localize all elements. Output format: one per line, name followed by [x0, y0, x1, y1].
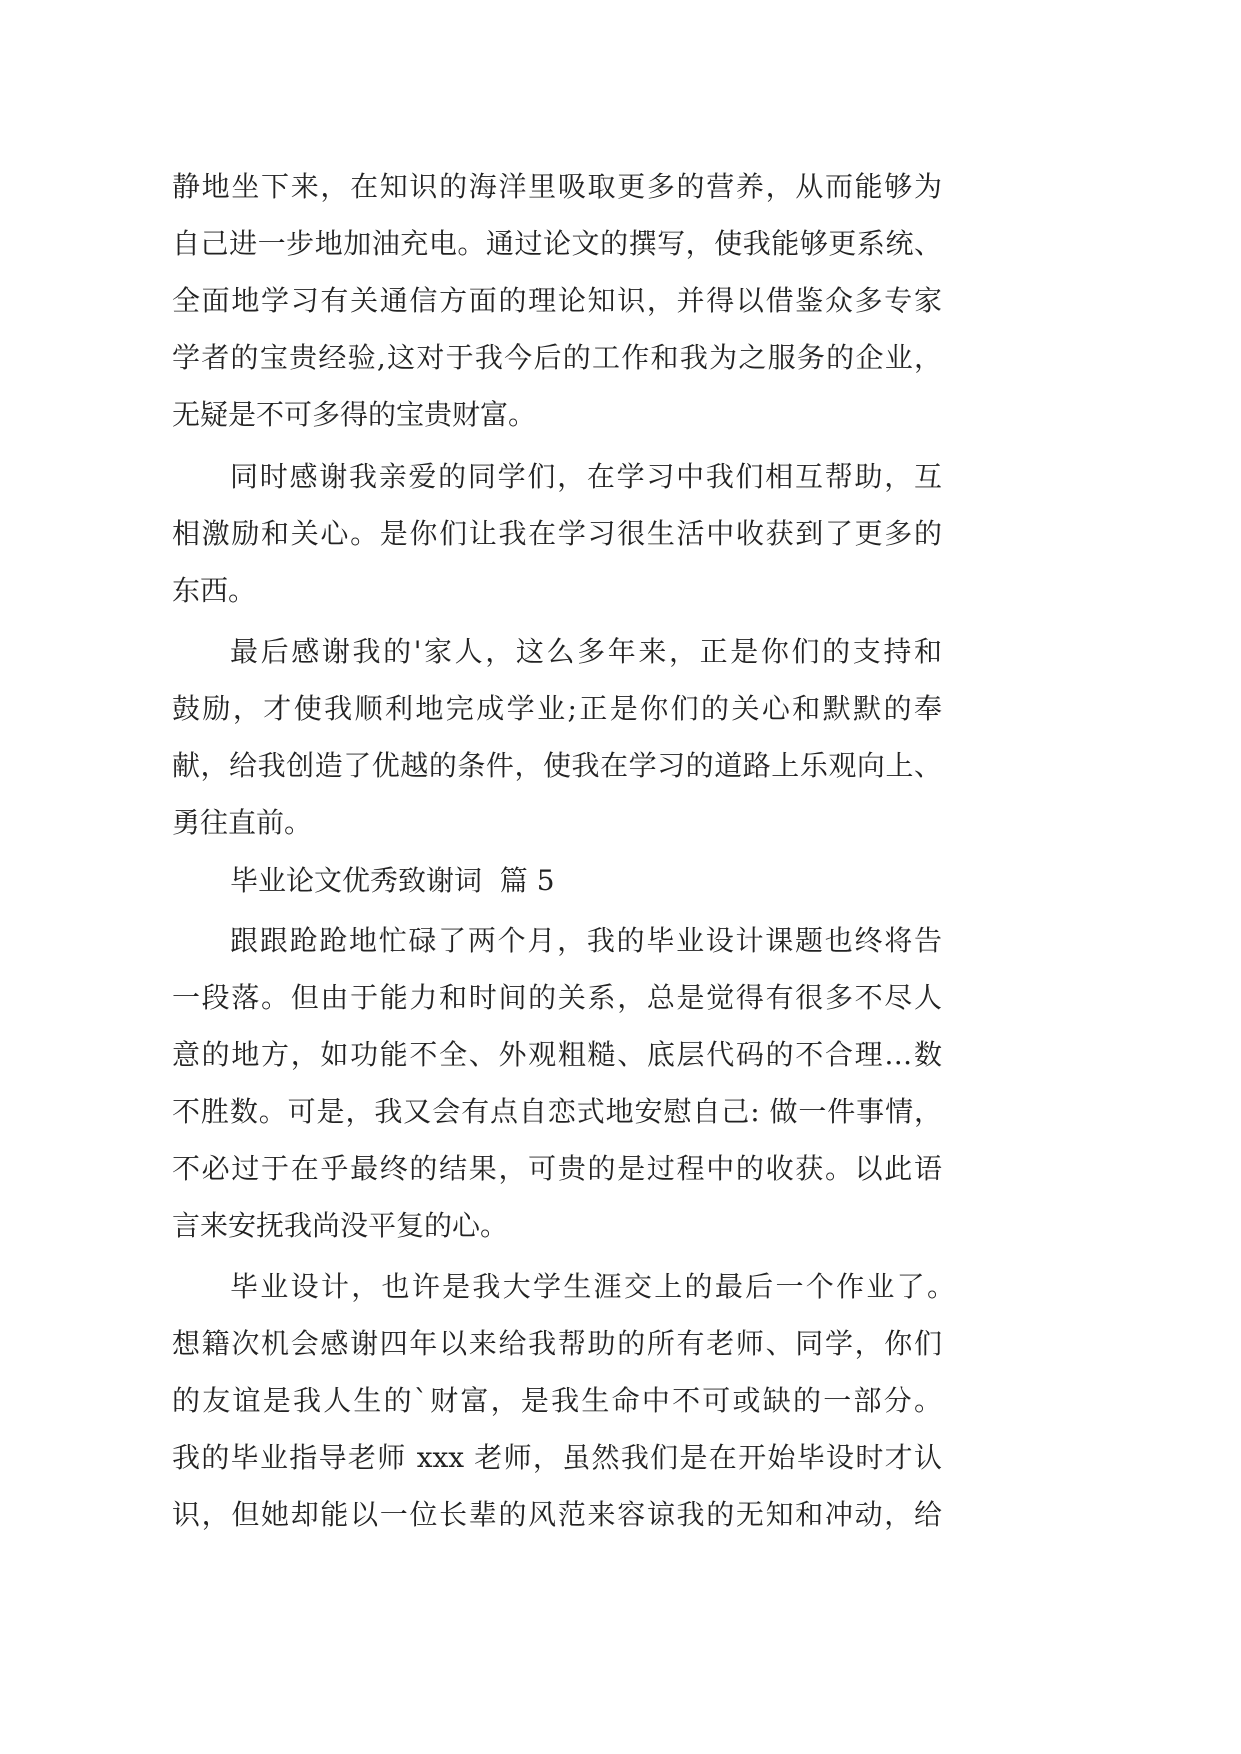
- paragraph: [172, 1258, 955, 1543]
- paragraph: [172, 448, 942, 619]
- paragraph-line: 意的地方，如功能不全、外观粗糙、底层代码的不合理…数: [172, 1038, 942, 1071]
- paragraph: [172, 623, 942, 851]
- paragraph-line: 自己进一步地加油充电。通过论文的撰写，使我能够更系统、: [172, 227, 942, 260]
- section-heading: 毕业论文优秀致谢词 篇 5: [230, 864, 555, 897]
- paragraph-line: 同时感谢我亲爱的同学们，在学习中我们相互帮助，互: [230, 460, 942, 493]
- paragraph-line: 一段落。但由于能力和时间的关系，总是觉得有很多不尽人: [172, 981, 942, 1014]
- paragraph-line: 勇往直前。: [172, 806, 313, 839]
- paragraph-line: 最后感谢我的'家人，这么多年来，正是你们的支持和: [230, 635, 942, 668]
- paragraph: [172, 158, 942, 443]
- paragraph-line: 鼓励，才使我顺利地完成学业;正是你们的关心和默默的奉: [172, 692, 942, 725]
- paragraph-line: 言来安抚我尚没平复的心。: [172, 1209, 509, 1242]
- paragraph-line: 跟跟跄跄地忙碌了两个月，我的毕业设计课题也终将告: [230, 924, 942, 957]
- paragraph-line: 东西。: [172, 574, 257, 607]
- paragraph-line: 想籍次机会感谢四年以来给我帮助的所有老师、同学，你们: [172, 1327, 942, 1360]
- paragraph-line: 不必过于在乎最终的结果，可贵的是过程中的收获。以此语: [172, 1152, 942, 1185]
- paragraph-line: 不胜数。可是，我又会有点自恋式地安慰自己: 做一件事情，: [172, 1095, 942, 1128]
- section-heading-block: [172, 852, 942, 909]
- paragraph-line: 静地坐下来，在知识的海洋里吸取更多的营养，从而能够为: [172, 170, 942, 203]
- paragraph-line: 无疑是不可多得的宝贵财富。: [172, 398, 537, 431]
- paragraph-line: 毕业设计，也许是我大学生涯交上的最后一个作业了。: [230, 1270, 955, 1303]
- document-body: [172, 158, 955, 1543]
- paragraph-line: 的友谊是我人生的`财富，是我生命中不可或缺的一部分。: [172, 1384, 942, 1417]
- paragraph-line: 全面地学习有关通信方面的理论知识，并得以借鉴众多专家: [172, 284, 942, 317]
- paragraph-line: 献，给我创造了优越的条件，使我在学习的道路上乐观向上、: [172, 749, 942, 782]
- paragraph-line: 识，但她却能以一位长辈的风范来容谅我的无知和冲动，给: [172, 1498, 942, 1531]
- paragraph-line: 相激励和关心。是你们让我在学习很生活中收获到了更多的: [172, 517, 942, 550]
- paragraph-line: 学者的宝贵经验,这对于我今后的工作和我为之服务的企业，: [172, 341, 942, 374]
- paragraph-line: 我的毕业指导老师 xxx 老师，虽然我们是在开始毕设时才认: [172, 1441, 942, 1474]
- paragraph: [172, 912, 942, 1254]
